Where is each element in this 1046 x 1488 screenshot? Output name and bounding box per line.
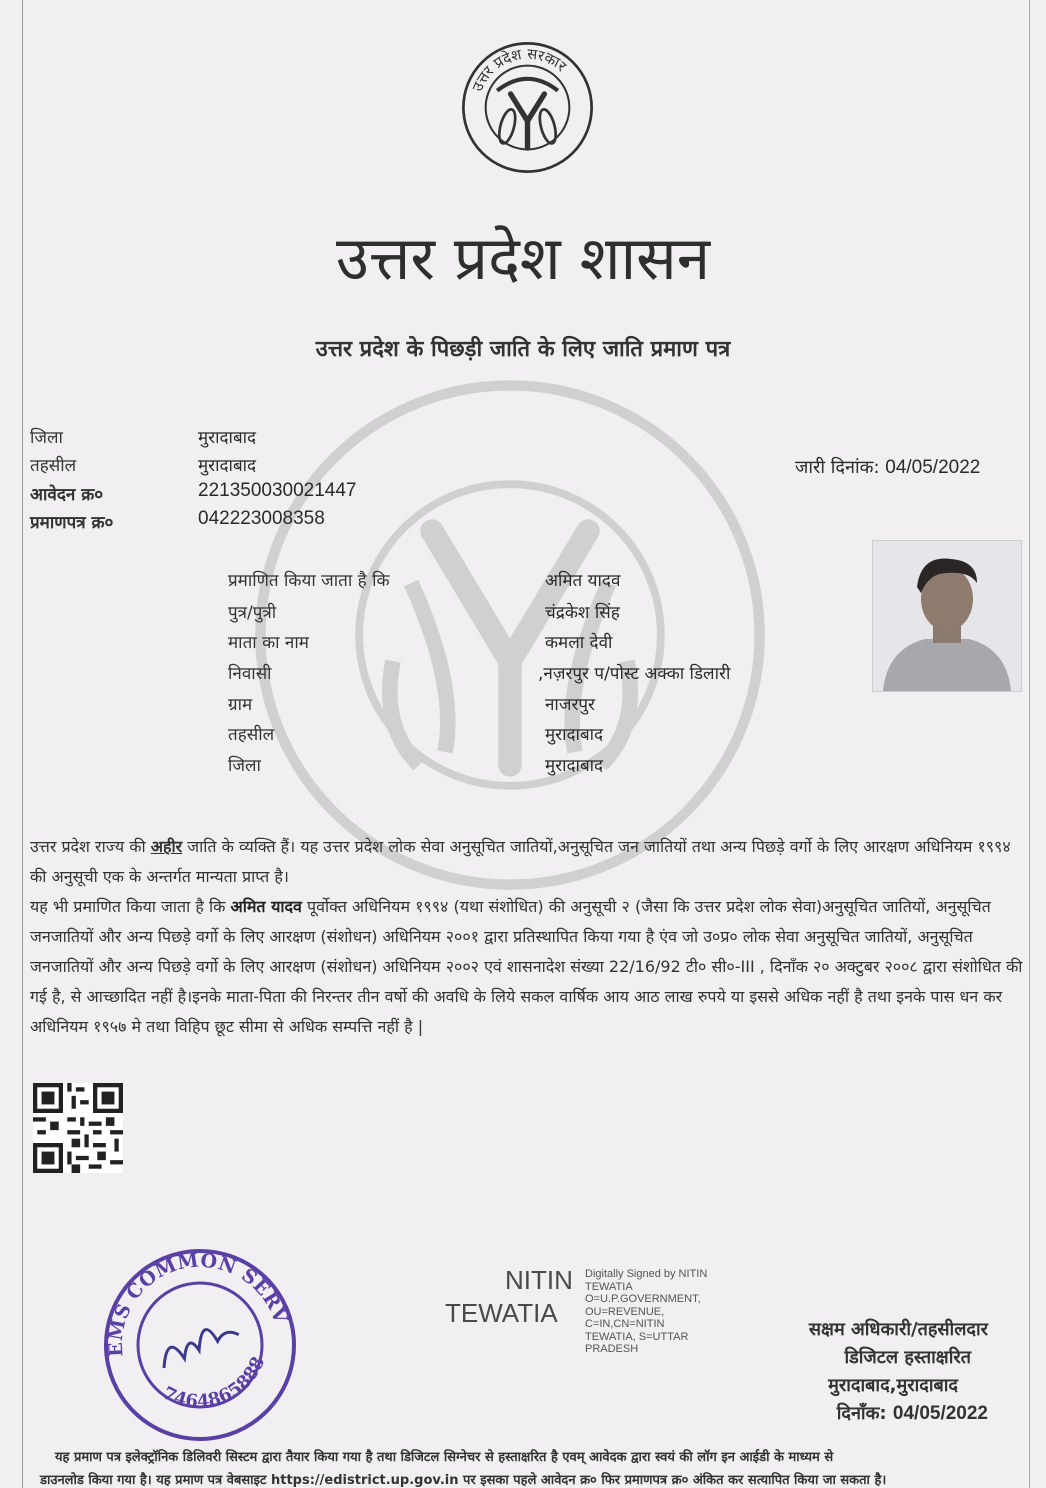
detail-value-village: नाजरपुर [545,695,596,715]
ems-csc-stamp [100,1245,300,1445]
detail-value-mother: कमला देवी [545,633,613,653]
detail-value-resident: ,नज़रपुर प/पोस्ट अक्का डिलारी [538,664,731,684]
digital-signature-details: Digitally Signed by NITIN TEWATIA O=U.P.GOVERNMENT, OU=REVENUE, C=IN,CN=NITIN TEWATIA, S=UTTAR PRADESH [585,1268,708,1355]
body-applicant-name: अमित यादव [230,897,302,916]
body-text-1b: जाति के व्यक्ति हैं। यह उत्तर प्रदेश लोक सेवा अनुसूचित जातियों,अनुसूचित जन जातियों तथा अन्य पिछड़े वर्गो के लिए आरक्षण अधिनियम १९९४ की अनुसूची एक के अन्तर्गत मान्यता प्राप्त है। [30,837,1011,886]
signer-name-line1: NITIN [505,1265,573,1295]
detail-label-village: ग्राम [228,695,253,715]
issue-date [795,455,980,479]
qr-code [33,1083,123,1173]
footer-line-2: डाउनलोड किया गया है। यह प्रमाण पत्र वेबसाइट https://edistrict.up.gov.in पर इसका पहले आवेदन क्र० फिर प्रमाणपत्र क्र० अंकित कर सत्यापित किया जा सकता है। [40,1473,887,1488]
applicant-photo [872,540,1022,692]
tehsil-value: मुरादाबाद [198,456,257,476]
detail-label-mother: माता का नाम [228,633,309,653]
body-text-2b: पूर्वोक्त अधिनियम १९९४ (यथा संशोधित) की अनुसूची २ (जैसा कि उत्तर प्रदेश लोक सेवा)अनुसूचित जातियों, अनुसूचित जनजातियों और अन्य पिछड़े वर्गो के लिए आरक्षण (संशोधन) अधिनियम २००१ द्वारा प्रतिस्थापित किया गया है एंव जो उ०प्र० लोक सेवा अनुसूचित जातियों, अनुसूचित जनजातियों और अन्य पिछड़े वर्गो के लिए आरक्षण (संशोधन) अधिनियम २००२ एवं शासनादेश संख्या 22/16/92 टी० सी०-III , दिनाँक २० अक्टुबर २००८ द्वारा संशोधित की गई है, से आच्छादित नहीं है।इनके माता-पिता की निरन्तर तीन वर्षो की अवधि के लिये सकल वार्षिक आय आठ लाख रुपये या इससे अधिक नहीं है तथा इनके पास धन कर अधिनियम १९५७ मे तथा विहिप छूट सीमा से अधिक सम्पत्ति नहीं है | [30,897,1023,1036]
district-label: जिला [30,428,63,448]
issue-date-value: 04/05/2022 [885,457,981,478]
detail-label-tehsil: तहसील [228,725,275,745]
svg-text:7464865888 [153,1350,276,1421]
emblem-text: उत्तर प्रदेश सरकार [468,44,570,94]
certificate-subtitle: उत्तर प्रदेश के पिछड़ी जाति के लिए जाति प्रमाण पत्र [315,337,731,362]
authority-date-label: दिनाँक: [836,1403,887,1424]
authority-title: सक्षम अधिकारी/तहसीलदार [808,1319,988,1340]
detail-value-tehsil: मुरादाबाद [545,725,604,745]
certificate-number: 042223008358 [198,508,325,529]
tehsil-label: तहसील [30,456,77,476]
certificate-body [30,832,1025,1042]
issue-date-label: जारी दिनांक: [795,457,880,478]
detail-label-resident: निवासी [228,664,272,684]
signer-name-line2: TEWATIA [445,1298,558,1328]
district-value: मुरादाबाद [198,428,257,448]
body-text-2a: यह भी प्रमाणित किया जाता है कि [30,897,231,916]
stamp-text: EMS COMMON SERVICE [104,1249,292,1358]
authority-digital: डिजिटल हस्ताक्षरित [844,1347,971,1368]
detail-label-district: जिला [228,756,261,776]
body-text-1a: उत्तर प्रदेश राज्य की [30,837,151,856]
caste-name: अहीर [150,837,183,856]
application-label: आवेदन क्र० [30,485,104,505]
detail-label-parent: पुत्र/पुत्री [228,603,277,623]
authority-location: मुरादाबाद,मुरादाबाद [828,1375,958,1396]
detail-value-district: मुरादाबाद [545,756,604,776]
detail-value-parent: चंद्रकेश सिंह [545,603,620,623]
authority-date [688,1401,988,1425]
detail-label-certified: प्रमाणित किया जाता है कि [228,571,390,591]
emblem-watermark [250,375,770,895]
up-government-emblem-icon [460,40,595,175]
authority-date-value: 04/05/2022 [892,1403,988,1424]
certificate-label: प्रमाणपत्र क्र० [30,513,114,533]
detail-value-name: अमित यादव [545,571,621,591]
stamp-phone: 7464865888 [159,1353,270,1413]
footer-line-1: यह प्रमाण पत्र इलेक्ट्रॉनिक डिलिवरी सिस्टम द्वारा तैयार किया गया है तथा डिजिटल सिग्नेचर से हस्ताक्षरित है एवम् आवेदक द्वारा स्वयं की लॉग इन आईडी के माध्यम से [55,1450,834,1465]
application-number: 221350030021447 [198,480,357,501]
page-title: उत्तर प्रदेश शासन [335,224,711,294]
